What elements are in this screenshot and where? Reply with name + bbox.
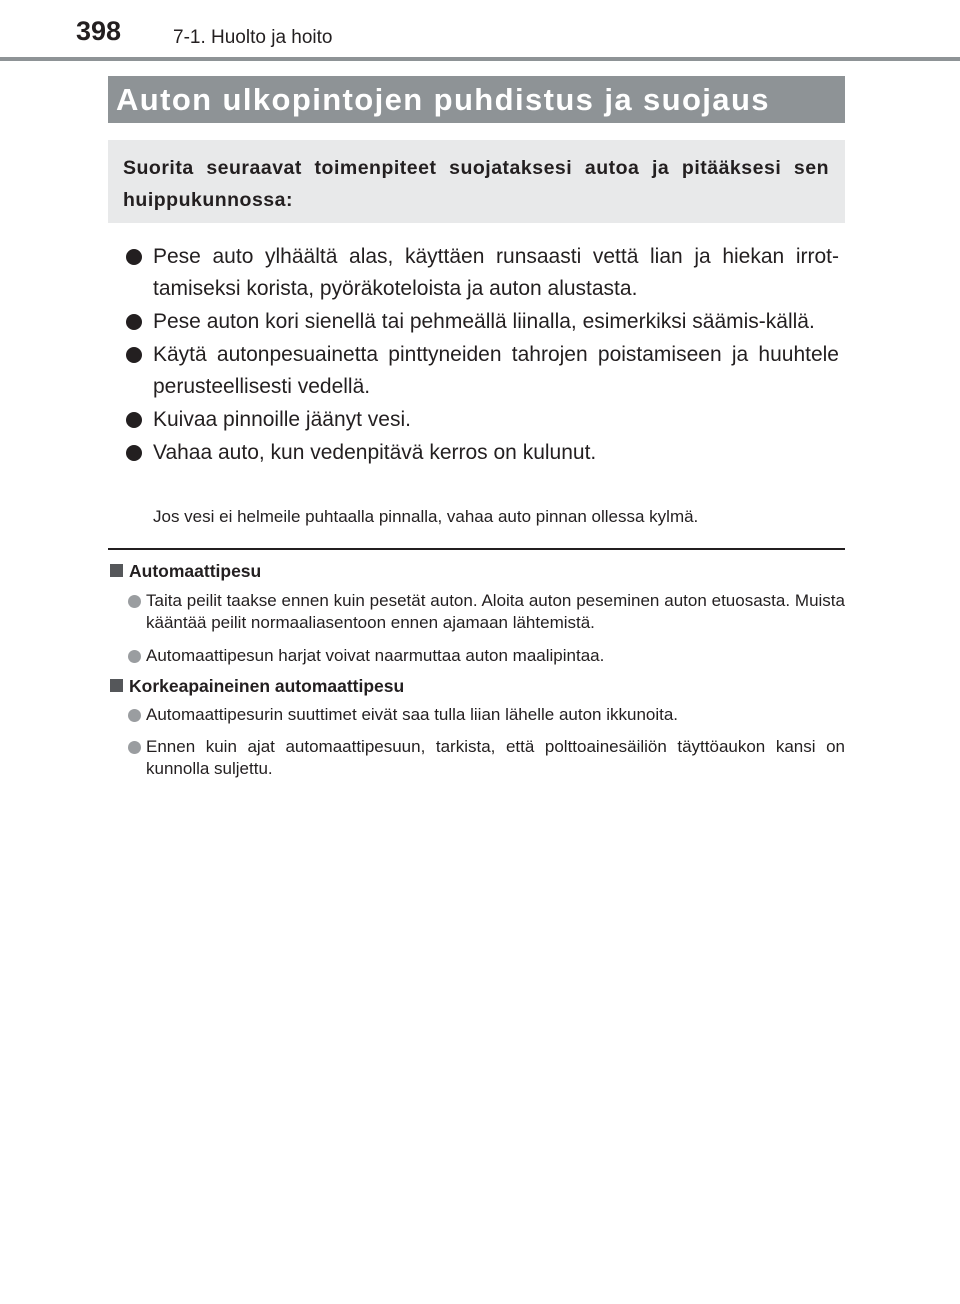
header-rule: [0, 57, 960, 61]
bullet-text: Kuivaa pinnoille jäänyt vesi.: [153, 408, 411, 431]
section-divider: [108, 548, 845, 550]
sub-list-item: [128, 645, 845, 667]
section-title: 7-1. Huolto ja hoito: [173, 27, 333, 48]
sub-list-item: [128, 590, 845, 634]
bullet-icon: [126, 314, 142, 330]
page-header: [0, 0, 960, 60]
bullet-item: [126, 437, 839, 469]
bullet-icon: [126, 445, 142, 461]
bullet-item: [126, 306, 839, 338]
bullet-list: [126, 241, 839, 470]
intro-box: [108, 140, 845, 223]
bullet-icon: [126, 249, 142, 265]
square-bullet-icon: [110, 564, 123, 577]
bullet-item: [126, 339, 839, 403]
page-number: 398: [76, 16, 122, 46]
bullet-text: Vahaa auto, kun vedenpitävä kerros on kulunut.: [153, 441, 597, 464]
bullet-text: Pese auton kori sienellä tai pehmeällä liinalla, esimerkiksi säämis-källä.: [153, 310, 815, 333]
sub-item-text: Ennen kuin ajat automaattipesuun, tarkista, että polttoainesäiliön täyttöaukon kansi on kunnolla suljettu.: [146, 737, 845, 778]
sub-item-text: Taita peilit taakse ennen kuin pesetät auton. Aloita auton peseminen auton etuosasta. Muista kääntää peilit normaaliasentoon ennen ajamaan lähtemistä.: [146, 591, 845, 632]
sub-heading-text: Korkeapaineinen automaattipesu: [129, 676, 405, 696]
square-bullet-icon: [110, 679, 123, 692]
sub-list-item: [128, 736, 845, 780]
title-bar: [108, 76, 845, 123]
bullet-icon: [128, 709, 141, 722]
bullet-item: [126, 241, 839, 305]
page-title: Auton ulkopintojen puhdistus ja suojaus: [116, 82, 770, 117]
sub-list-item: [128, 704, 845, 726]
sub-item-text: Automaattipesun harjat voivat naarmuttaa auton maalipintaa.: [146, 646, 605, 665]
sub-heading-korkeapaine: [110, 676, 404, 697]
bullet-icon: [126, 347, 142, 363]
bullet-text: Pese auto ylhäältä alas, käyttäen runsaasti vettä lian ja hiekan irrot-tamiseksi korista, pyöräkoteloista ja auton alustasta.: [153, 245, 839, 300]
bullet-icon: [128, 650, 141, 663]
sub-heading-automaattipesu: [110, 561, 261, 582]
sub-item-text: Automaattipesurin suuttimet eivät saa tulla liian lähelle auton ikkunoita.: [146, 705, 679, 724]
wax-note: Jos vesi ei helmeile puhtaalla pinnalla, vahaa auto pinnan ollessa kylmä.: [153, 507, 699, 526]
bullet-icon: [128, 741, 141, 754]
bullet-icon: [126, 412, 142, 428]
sub-heading-text: Automaattipesu: [129, 561, 262, 581]
intro-text: Suorita seuraavat toimenpiteet suojataksesi autoa ja pitääksesi sen huippukunnossa:: [123, 157, 829, 211]
bullet-item: [126, 404, 839, 436]
bullet-icon: [128, 595, 141, 608]
bullet-text: Käytä autonpesuainetta pinttyneiden tahrojen poistamiseen ja huuhtele perusteellisesti vedellä.: [153, 343, 839, 398]
